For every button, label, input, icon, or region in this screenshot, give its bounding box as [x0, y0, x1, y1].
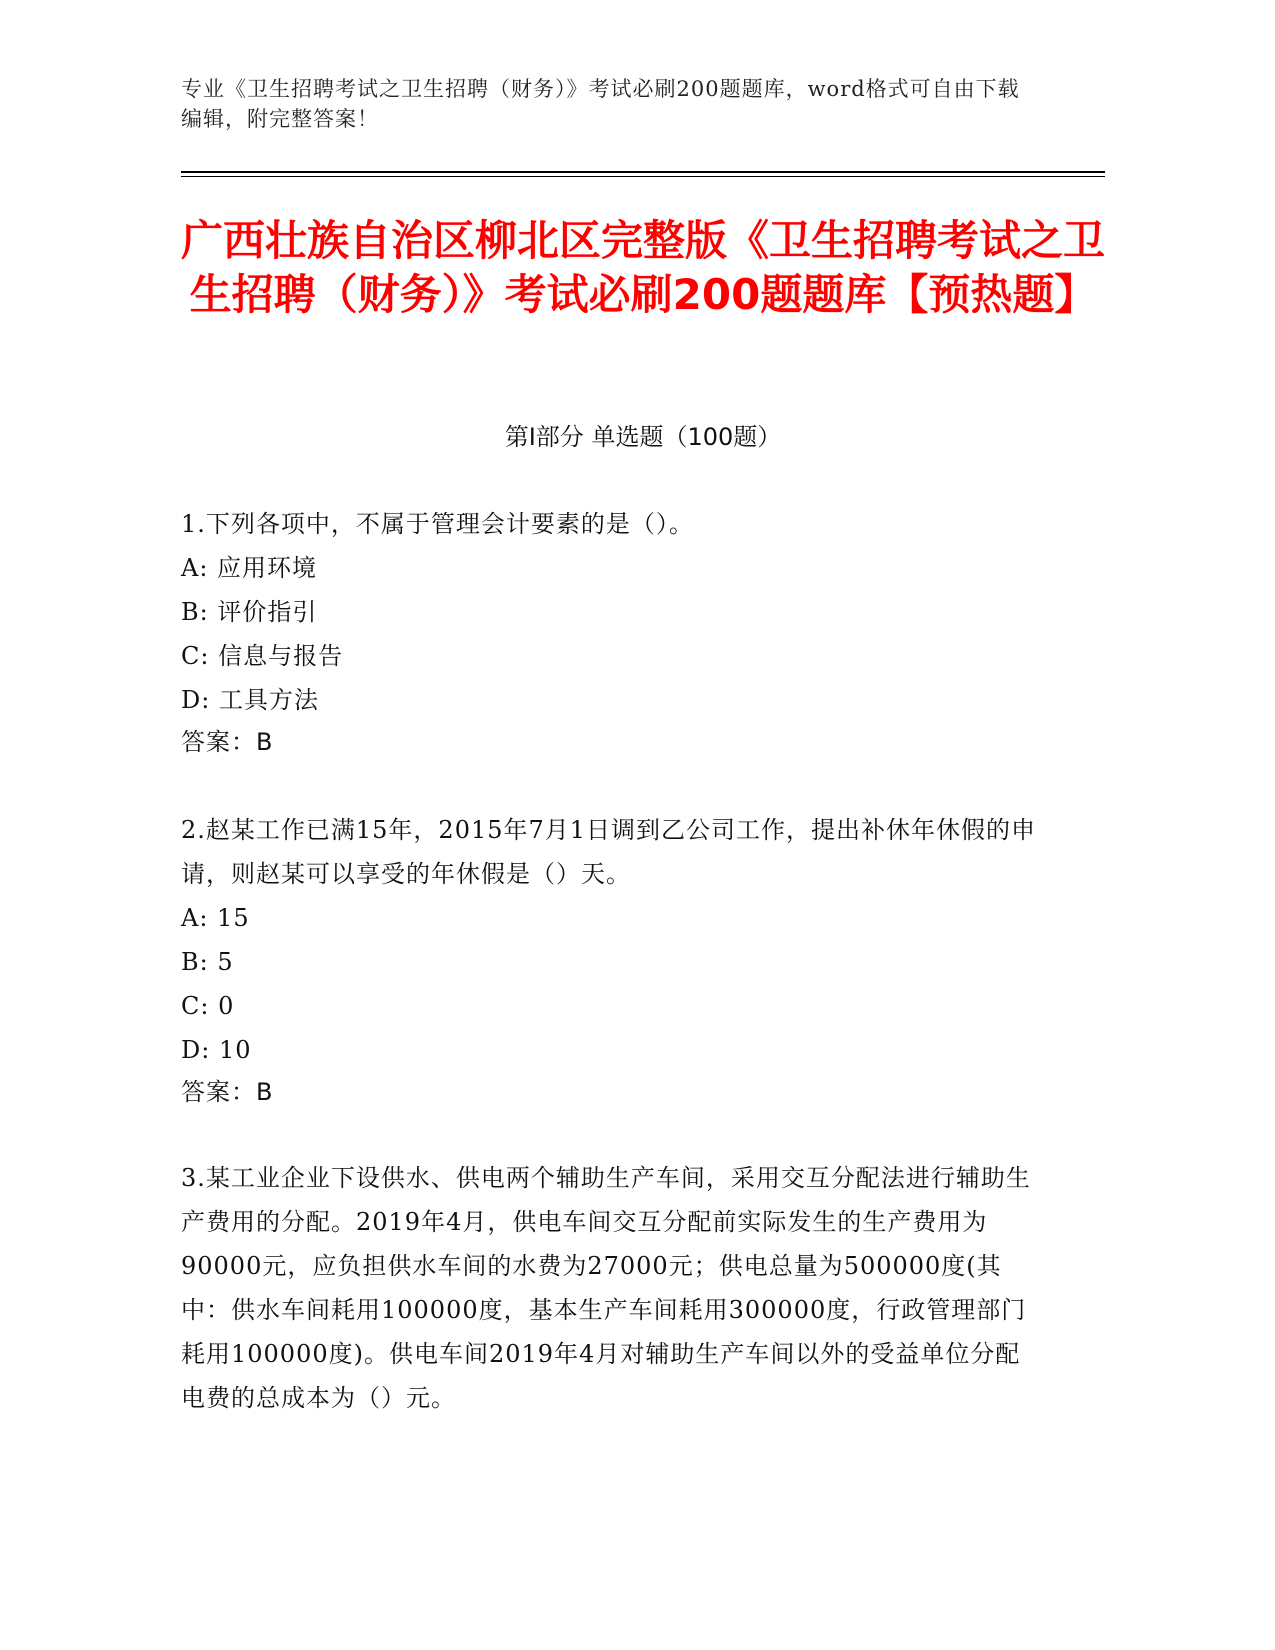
question-2-option-c: C: 0	[181, 992, 235, 1020]
question-2-option-d: D: 10	[181, 1036, 252, 1064]
section-title: 第Ⅰ部分 单选题（100题）	[504, 423, 782, 451]
question-1-option-d: D: 工具方法	[181, 686, 319, 714]
question-2-option-b: B: 5	[181, 948, 234, 976]
question-3-text: 3.某工业企业下设供水、供电两个辅助生产车间，采用交互分配法进行辅助生产费用的分配。2019年4月，供电车间交互分配前实际发生的生产费用为90000元，应负担供水车间的水费为27000元；供电总量为500000度(其中：供水车间耗用100000度，基本生产车间耗用300000度，行政管理部门耗用100000度)。供电车间2019年4月对辅助生产车间以外的受益单位分配电费的总成本为（）元。	[181, 1164, 1031, 1412]
question-1-text: 1.下列各项中，不属于管理会计要素的是（）。	[181, 510, 694, 538]
header-rule-thick	[181, 171, 1105, 173]
question-2-option-a: A: 15	[181, 904, 250, 932]
header-rule-thin	[181, 176, 1105, 177]
question-1-option-b: B: 评价指引	[181, 598, 318, 626]
header-note: 专业《卫生招聘考试之卫生招聘（财务）》考试必刷200题题库，word格式可自由下载编辑，附完整答案！	[181, 77, 1020, 131]
question-1-answer: 答案：B	[181, 728, 274, 756]
question-1-option-a: A: 应用环境	[181, 554, 318, 582]
question-2-text: 2.赵某工作已满15年，2015年7月1日调到乙公司工作，提出补休年休假的申请，则赵某可以享受的年休假是（）天。	[181, 816, 1037, 888]
question-2-answer: 答案：B	[181, 1078, 274, 1106]
question-1-option-c: C: 信息与报告	[181, 642, 344, 670]
document-title: 广西壮族自治区柳北区完整版《卫生招聘考试之卫生招聘（财务）》考试必刷200题题库【预热题】	[181, 216, 1106, 319]
